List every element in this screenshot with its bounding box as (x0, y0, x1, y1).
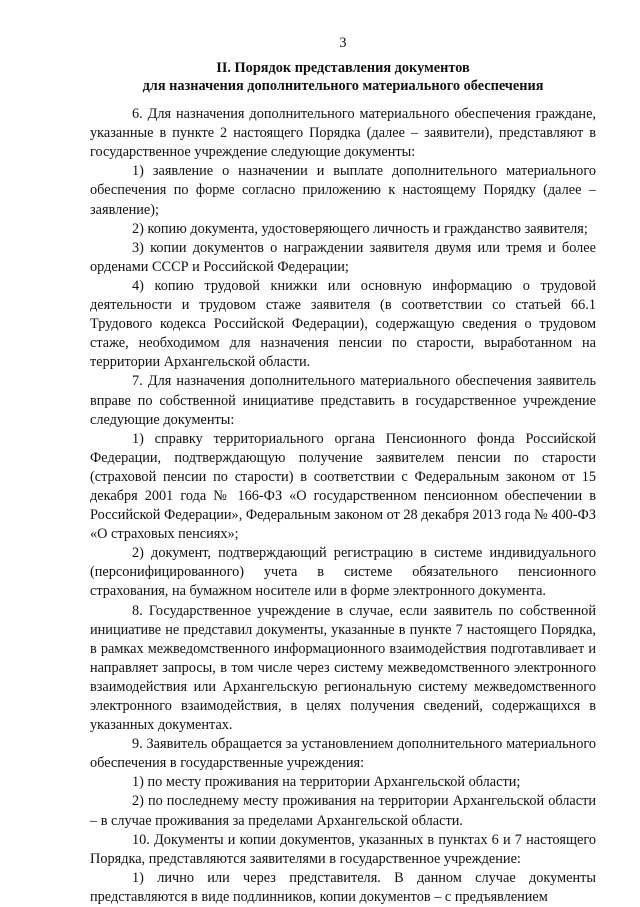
paragraph-6-item-2: 2) копию документа, удостоверяющего личность и гражданство заявителя; (132, 220, 588, 237)
paragraph-7-item-1: 1) справку территориального органа Пенсионного фонда Российской Федерации, подтверждающую получение заявителем пенсии по старости (страховой пенсии по старости) в соответствии с Федеральным законом от 15 декабря 2001 года № 166-ФЗ «О государственном пенсионном обеспечении в Российской Федерации», Федеральным законом от 28 декабря 2013 года № 400-ФЗ «О страховых пенсиях»; (90, 430, 596, 543)
paragraph-6-item-1: 1) заявление о назначении и выплате дополнительного материального обеспечения по форме согласно приложению к настоящему Порядку (далее – заявление); (90, 163, 596, 218)
paragraph-7-item-2: 2) документ, подтверждающий регистрацию в системе индивидуального (персонифицированного) учета в системе обязательного пенсионного страхования, на бумажном носителе или в форме электронного документа. (90, 545, 596, 600)
paragraph-10-item-1: 1) лично или через представителя. В данном случае документы представляются в виде подлинников, копии документов – с предъявлением (90, 869, 596, 905)
section-title-line-2: для назначения дополнительного материального обеспечения (142, 78, 544, 95)
section-title (90, 59, 596, 95)
page-number: 3 (339, 35, 347, 51)
paragraph-6-item-4: 4) копию трудовой книжки или основную информацию о трудовой деятельности и трудовом стаже заявителя (в соответствии со статьей 66.1 Трудового кодекса Российской Федерации), содержащую сведения о трудовом стаже, необходимом для назначения пенсии по старости, выработанном на территории Архангельской области. (90, 277, 596, 371)
paragraph-8: 8. Государственное учреждение в случае, если заявитель по собственной инициативе не представил документы, указанные в пункте 7 настоящего Порядка, в рамках межведомственного информационного взаимодействия подготавливает и направляет запросы, в том числе через систему межведомственного электронного взаимодействия или Архангельскую региональную систему межведомственного электронного взаимодействия, в целях получения сведений, содержащихся в указанных документах. (90, 602, 596, 734)
paragraph-9: 9. Заявитель обращается за установлением дополнительного материального обеспечения в государственные учреждения: (90, 736, 596, 772)
paragraph-6-item-3: 3) копии документов о награждении заявителя двумя или тремя и более орденами СССР и Российской Федерации; (90, 239, 596, 275)
section-title-line-1: II. Порядок представления документов (216, 60, 470, 77)
paragraph-10: 10. Документы и копии документов, указанных в пунктах 6 и 7 настоящего Порядка, представляются заявителями в государственное учреждение: (90, 831, 596, 867)
paragraph-7: 7. Для назначения дополнительного материального обеспечения заявитель вправе по собственной инициативе представить в государственное учреждение следующие документы: (90, 373, 596, 428)
paragraph-9-item-2: 2) по последнему месту проживания на территории Архангельской области – в случае проживания за пределами Архангельской области. (90, 793, 596, 829)
document-body (90, 105, 596, 907)
paragraph-9-item-1: 1) по месту проживания на территории Архангельской области; (132, 774, 521, 791)
paragraph-6: 6. Для назначения дополнительного материального обеспечения граждане, указанные в пункте 2 настоящего Порядка (далее – заявители), представляют в государственное учреждение следующие документы: (90, 106, 596, 161)
